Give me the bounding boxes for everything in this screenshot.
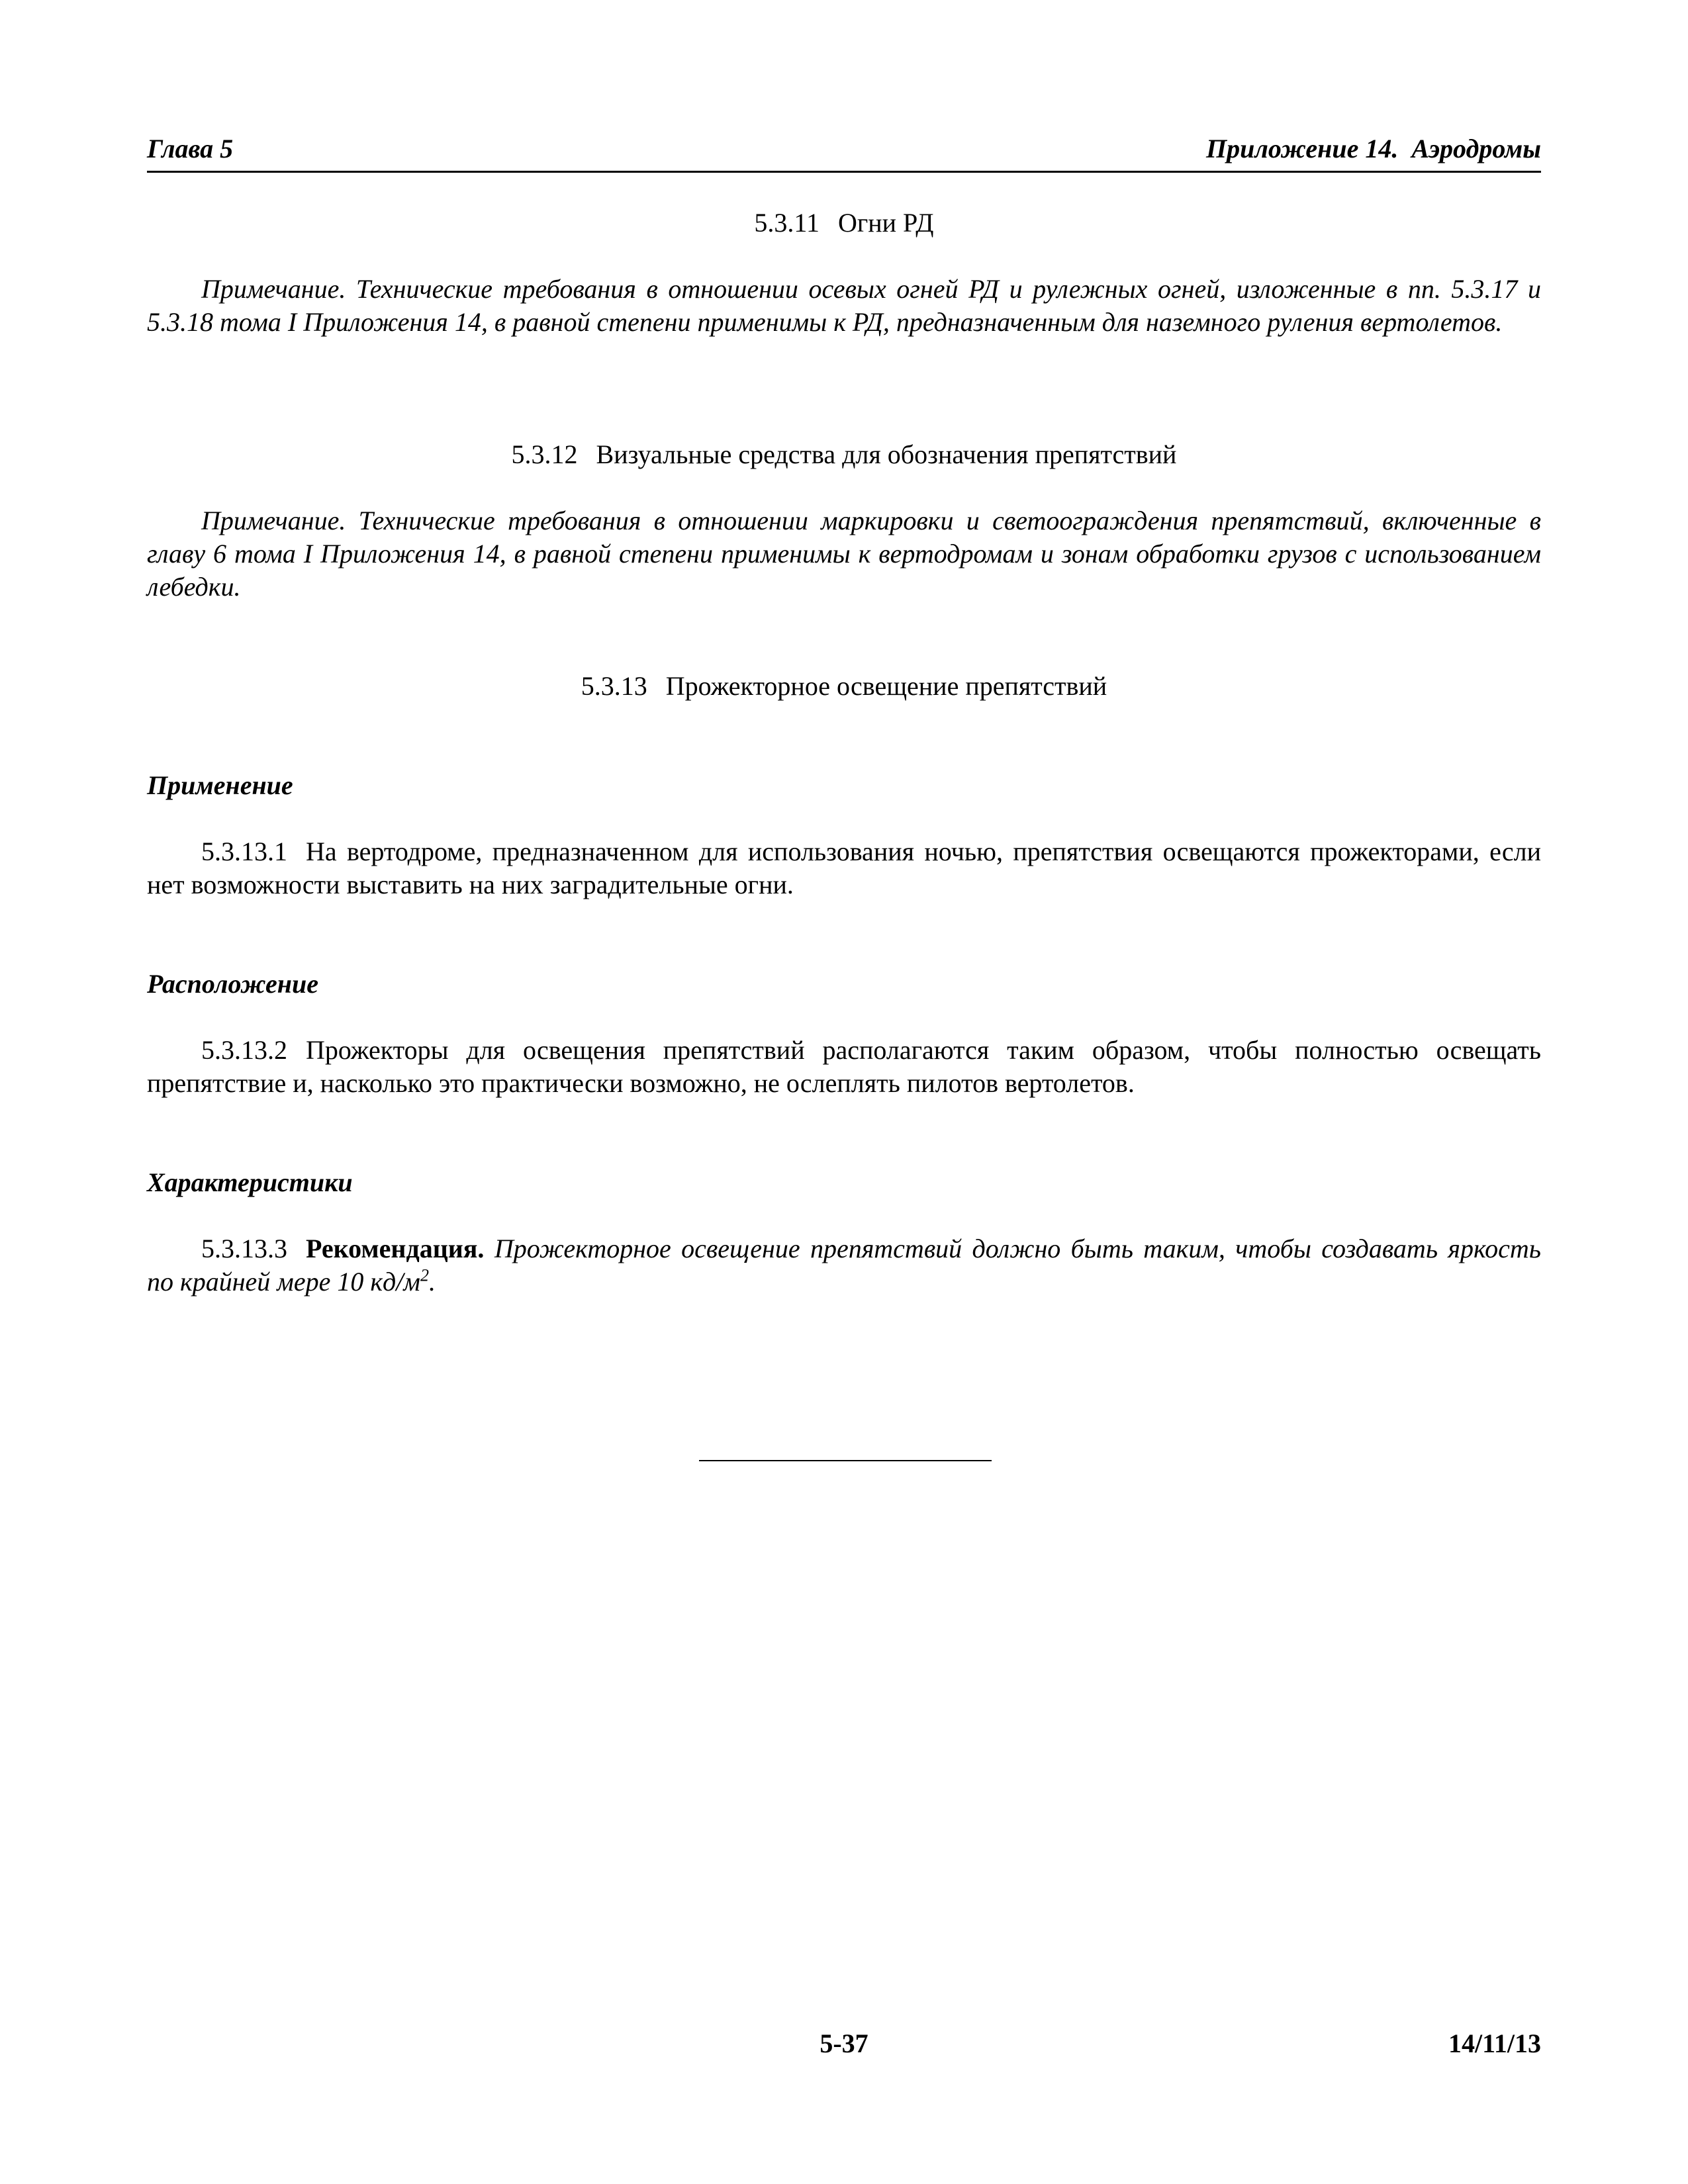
unit-superscript: 2 xyxy=(420,1265,429,1285)
section-number: 5.3.12 xyxy=(511,439,578,469)
section-title: Огни РД xyxy=(837,208,934,238)
recommendation-label: Рекомендация. xyxy=(306,1234,485,1263)
section-heading-floodlighting xyxy=(147,670,1541,703)
section-heading-obstacle-aids xyxy=(147,438,1541,471)
section-number: 5.3.13 xyxy=(581,671,647,701)
paragraph xyxy=(147,1232,1541,1298)
paragraph-text: Прожекторы для освещения препятствий располагаются таким образом, чтобы полностью освещать препятствие и, насколько это практически возможно, не ослеплять пилотов вертолетов. xyxy=(147,1035,1541,1098)
paragraph-number: 5.3.13.2 xyxy=(201,1035,287,1065)
subsection-heading: Характеристики xyxy=(147,1167,353,1197)
section-title: Визуальные средства для обозначения препятствий xyxy=(596,439,1177,469)
page-number: 5-37 xyxy=(820,2028,868,2058)
subsection-heading: Применение xyxy=(147,770,293,800)
paragraph xyxy=(147,835,1541,901)
section-number: 5.3.11 xyxy=(754,208,820,238)
paragraph-text: На вертодроме, предназначенном для использования ночью, препятствия освещаются прожекторами, если нет возможности выставить на них заградительные огни. xyxy=(147,837,1541,899)
paragraph xyxy=(147,1034,1541,1100)
section-note: Примечание. Технические требования в отношении осевых огней РД и рулежных огней, изложенные в пп. 5.3.17 и 5.3.18 тома I Приложения 14, в равной степени применимы к РД, предназначенным для наземного руления вертолетов. xyxy=(147,274,1541,337)
sentence-end: . xyxy=(428,1267,436,1297)
chapter-label: Глава 5 xyxy=(147,134,234,163)
amendment-date: 14/11/13 xyxy=(1448,2028,1541,2058)
section-note: Примечание. Технические требования в отношении маркировки и светоограждения препятствий, включенные в главу 6 тома I Приложения 14, в равной степени применимы к вертодромам и зонам обработки грузов с использованием лебедки. xyxy=(147,506,1541,602)
paragraph-number: 5.3.13.3 xyxy=(201,1234,287,1263)
section-heading-taxiway-lights xyxy=(147,206,1541,240)
subsection-heading: Расположение xyxy=(147,969,318,999)
annex-title: Приложение 14. Аэродромы xyxy=(1205,134,1541,163)
end-of-chapter-rule xyxy=(699,1460,992,1461)
paragraph-number: 5.3.13.1 xyxy=(201,837,287,866)
section-title: Прожекторное освещение препятствий xyxy=(665,671,1107,701)
header-divider xyxy=(147,171,1541,173)
paragraph-text: Прожекторное освещение препятствий должно быть таким, чтобы создавать яркость по крайней мере 10 кд/м xyxy=(147,1234,1542,1297)
